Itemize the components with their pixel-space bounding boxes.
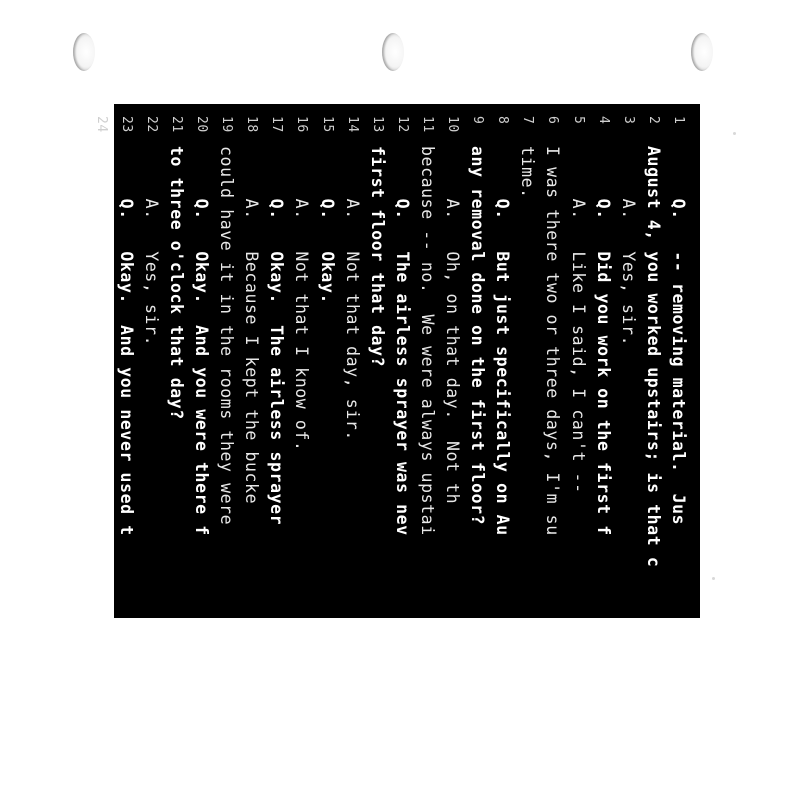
line-text: A. Yes, sir. xyxy=(141,146,161,347)
line-text: I was there two or three days, I'm su xyxy=(543,146,563,536)
transcript-line xyxy=(465,104,490,804)
line-number: 20 xyxy=(194,116,210,133)
transcript-line xyxy=(214,104,239,804)
transcript-line xyxy=(164,104,189,804)
line-number: 8 xyxy=(495,116,511,125)
line-number: 6 xyxy=(545,116,561,125)
transcript-line xyxy=(541,104,566,804)
transcript-line xyxy=(89,104,114,804)
scan-speck xyxy=(733,132,736,135)
transcript-block xyxy=(91,104,700,618)
line-text: Q. Okay. And you never used t xyxy=(116,146,136,536)
line-number: 3 xyxy=(620,116,636,125)
line-number: 23 xyxy=(118,116,134,133)
line-text: to three o'clock that day? xyxy=(167,146,186,420)
line-number: 5 xyxy=(570,116,586,125)
transcript-line xyxy=(315,104,340,804)
line-number: 22 xyxy=(143,116,159,133)
line-text: A. Because I kept the bucke xyxy=(242,146,262,505)
line-text: on the first floor at all that day. xyxy=(91,146,111,515)
scan-speck xyxy=(712,577,715,580)
line-number: 16 xyxy=(294,116,310,133)
line-number: 15 xyxy=(319,116,335,133)
line-number: 12 xyxy=(394,116,410,133)
transcript-line xyxy=(390,104,415,804)
line-text: because -- no. We were always upstai xyxy=(418,146,437,536)
line-number: 21 xyxy=(169,116,184,133)
transcript-line xyxy=(415,104,440,804)
line-text: Q. The airless sprayer was nev xyxy=(392,146,412,536)
line-number: 13 xyxy=(369,116,385,133)
line-number: 14 xyxy=(344,116,360,133)
line-number: 7 xyxy=(520,116,536,125)
transcript-line xyxy=(641,104,666,804)
transcript-line xyxy=(666,104,691,804)
line-text: any removal done on the first floor? xyxy=(468,146,488,526)
punch-hole xyxy=(382,33,404,71)
transcript-line xyxy=(591,104,616,804)
line-text: time. xyxy=(518,146,538,199)
line-number: 19 xyxy=(219,116,235,133)
line-text: A. Like I said, I can't -- xyxy=(568,146,588,494)
transcript-line xyxy=(490,104,515,804)
transcript-line xyxy=(264,104,289,804)
line-text: could have it in the rooms they were xyxy=(217,146,237,526)
line-text: Q. Okay. And you were there f xyxy=(192,146,212,536)
line-text: Q. Okay. xyxy=(317,146,337,305)
line-text: Q. Did you work on the first f xyxy=(593,146,613,536)
line-text: Q. -- removing material. Jus xyxy=(669,146,688,526)
line-text: A. Not that day, sir. xyxy=(342,146,362,441)
transcript-rotated-text xyxy=(91,104,700,618)
transcript-line xyxy=(189,104,214,804)
line-number: 1 xyxy=(671,116,686,125)
transcript-line xyxy=(440,104,465,804)
transcript-line xyxy=(616,104,641,804)
punch-hole xyxy=(691,33,713,71)
punch-hole xyxy=(73,33,95,71)
line-text: Q. But just specifically on Au xyxy=(493,146,513,536)
line-text: first floor that day? xyxy=(367,146,387,368)
transcript-line xyxy=(340,104,365,804)
line-number: 17 xyxy=(269,116,285,133)
line-text: August 4, you worked upstairs; is that c xyxy=(643,146,663,568)
line-number: 4 xyxy=(595,116,611,125)
line-number: 24 xyxy=(93,116,109,133)
transcript-line xyxy=(515,104,540,804)
line-number: 2 xyxy=(645,116,661,125)
line-number: 10 xyxy=(445,116,461,133)
line-number: 11 xyxy=(420,116,435,133)
transcript-line xyxy=(139,104,164,804)
line-number: 9 xyxy=(470,116,486,125)
transcript-line xyxy=(290,104,315,804)
transcript-line xyxy=(566,104,591,804)
line-text: Q. Okay. The airless sprayer xyxy=(267,146,287,526)
line-text: A. Not that I know of. xyxy=(292,146,312,452)
line-number: 18 xyxy=(244,116,260,133)
transcript-line xyxy=(114,104,139,804)
transcript-line xyxy=(239,104,264,804)
transcript-line xyxy=(365,104,390,804)
line-text: A. Yes, sir. xyxy=(618,146,638,347)
line-text: A. Oh, on that day. Not th xyxy=(443,146,463,505)
